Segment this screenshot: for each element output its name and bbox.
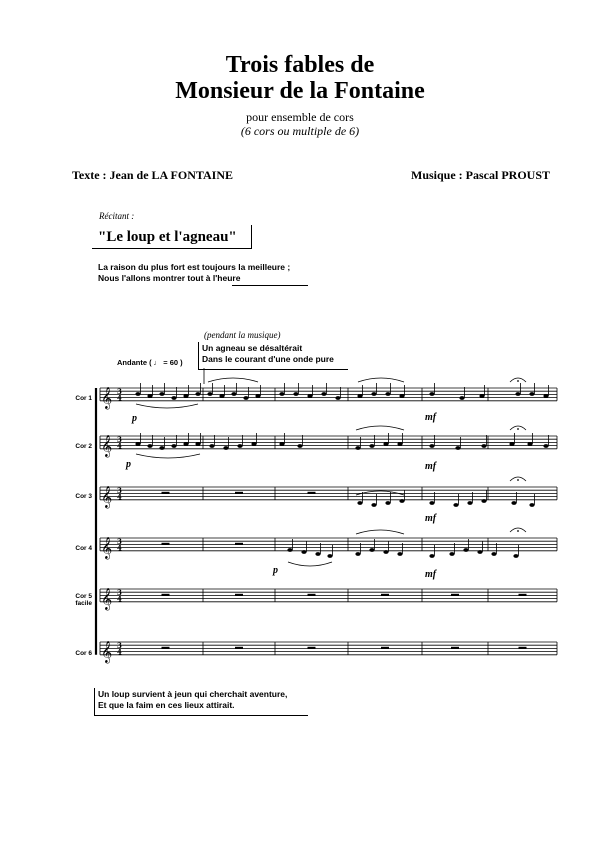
instrument-label-cor5-sub: facile xyxy=(75,600,92,607)
dynamic-mf-cor4: mf xyxy=(425,569,437,580)
whole-rest xyxy=(519,647,527,649)
note-head xyxy=(383,550,388,554)
note-head xyxy=(207,392,212,396)
note-head xyxy=(147,394,152,398)
note-head xyxy=(209,444,214,448)
title-line-1: Trois fables de xyxy=(225,52,375,78)
moral-line-2: Nous l'allons montrer tout à l'heure xyxy=(98,273,241,283)
note-head xyxy=(147,444,152,448)
whole-rest xyxy=(451,647,459,649)
time-signature: 4 xyxy=(117,543,122,553)
note-head xyxy=(357,394,362,398)
note-head xyxy=(195,392,200,396)
time-signature: 4 xyxy=(117,393,122,403)
slur xyxy=(136,454,200,458)
note-head xyxy=(463,548,468,552)
instrument-label-cor3: Cor 3 xyxy=(75,493,92,500)
instrument-label-cor1: Cor 1 xyxy=(75,395,92,402)
title-line-2: Monsieur de la Fontaine xyxy=(175,78,425,104)
note-head xyxy=(397,552,402,556)
narrator-label: Récitant : xyxy=(99,211,135,221)
note-head xyxy=(255,394,260,398)
note-head xyxy=(429,392,434,396)
note-head xyxy=(383,442,388,446)
note-head xyxy=(183,394,188,398)
fable-title: "Le loup et l'agneau" xyxy=(92,225,252,249)
time-signature: 4 xyxy=(117,492,122,502)
whole-rest xyxy=(162,492,170,494)
note-head xyxy=(455,446,460,450)
subtitle: pour ensemble de cors xyxy=(246,110,354,124)
whole-rest xyxy=(519,594,527,596)
note-head xyxy=(481,499,486,503)
note-head xyxy=(171,444,176,448)
whole-rest xyxy=(235,647,243,649)
narration-2-line-2: Et que la faim en ces lieux attirait. xyxy=(98,700,235,710)
note-head xyxy=(509,442,514,446)
fermata-dot xyxy=(517,380,519,382)
treble-clef: 𝄞 xyxy=(101,485,113,508)
subtitle-note: (6 cors ou multiple de 6) xyxy=(240,124,360,138)
note-head xyxy=(385,501,390,505)
note-head xyxy=(513,554,518,558)
note-head xyxy=(307,394,312,398)
note-head xyxy=(529,392,534,396)
note-head xyxy=(355,446,360,450)
slur xyxy=(136,404,198,408)
note-head xyxy=(385,392,390,396)
note-head xyxy=(511,501,516,505)
dynamic-p-cor4: p xyxy=(273,565,278,576)
note-head xyxy=(321,392,326,396)
note-head xyxy=(231,392,236,396)
treble-clef: 𝄞 xyxy=(101,536,113,559)
note-head xyxy=(467,501,472,505)
note-head xyxy=(195,442,200,446)
note-head xyxy=(369,548,374,552)
slur xyxy=(356,426,404,430)
time-signature: 3 xyxy=(117,641,122,650)
time-signature: 3 xyxy=(117,588,122,597)
note-head xyxy=(243,396,248,400)
note-head xyxy=(315,552,320,556)
note-head xyxy=(481,444,486,448)
fermata-dot xyxy=(517,530,519,532)
note-head xyxy=(429,554,434,558)
whole-rest xyxy=(381,594,389,596)
instrument-label-cor2: Cor 2 xyxy=(75,443,92,450)
note-head xyxy=(371,503,376,507)
note-head xyxy=(515,392,520,396)
whole-rest xyxy=(162,647,170,649)
note-head xyxy=(237,444,242,448)
narration-2-line-1: Un loup survient à jeun qui cherchait aventure, xyxy=(98,689,288,699)
note-head xyxy=(453,503,458,507)
note-head xyxy=(543,394,548,398)
slur xyxy=(358,378,404,382)
slur xyxy=(208,378,258,382)
note-head xyxy=(279,392,284,396)
moral-line-1: La raison du plus fort est toujours la meilleure ; xyxy=(98,262,291,272)
whole-rest xyxy=(235,594,243,596)
time-signature: 4 xyxy=(117,594,122,604)
dynamic-mf-cor1: mf xyxy=(425,412,437,423)
lyricist-credit: Texte : Jean de LA FONTAINE xyxy=(72,168,234,182)
treble-clef: 𝄞 xyxy=(101,434,113,457)
instrument-label-cor6: Cor 6 xyxy=(75,650,92,657)
instrument-label-cor4: Cor 4 xyxy=(75,545,92,552)
tempo-marking: Andante ( ♩ = 60 ) xyxy=(117,358,183,367)
note-head xyxy=(223,446,228,450)
note-head xyxy=(279,442,284,446)
slur xyxy=(356,530,404,534)
time-signature: 3 xyxy=(117,537,122,546)
time-signature: 3 xyxy=(117,435,122,444)
note-head xyxy=(357,501,362,505)
note-head xyxy=(369,444,374,448)
note-head xyxy=(371,392,376,396)
treble-clef: 𝄞 xyxy=(101,640,113,663)
whole-rest xyxy=(162,594,170,596)
note-head xyxy=(399,394,404,398)
time-signature: 3 xyxy=(117,387,122,396)
whole-rest xyxy=(308,492,316,494)
whole-rest xyxy=(308,594,316,596)
note-head xyxy=(399,499,404,503)
note-head xyxy=(219,394,224,398)
narration-1-line-1: Un agneau se désaltérait xyxy=(202,343,303,353)
whole-rest xyxy=(308,647,316,649)
whole-rest xyxy=(235,492,243,494)
note-head xyxy=(135,392,140,396)
composer-credit: Musique : Pascal PROUST xyxy=(411,168,551,182)
slur xyxy=(288,562,332,566)
treble-clef: 𝄞 xyxy=(101,386,113,409)
note-head xyxy=(171,396,176,400)
note-head xyxy=(491,552,496,556)
note-head xyxy=(297,444,302,448)
note-head xyxy=(159,446,164,450)
time-signature: 3 xyxy=(117,486,122,495)
fermata-dot xyxy=(517,428,519,430)
note-head xyxy=(459,396,464,400)
time-signature: 4 xyxy=(117,441,122,451)
note-head xyxy=(543,444,548,448)
note-head xyxy=(479,394,484,398)
note-head xyxy=(287,548,292,552)
fermata-dot xyxy=(517,479,519,481)
note-head xyxy=(251,442,256,446)
instrument-label-cor5-name: Cor 5 xyxy=(75,593,92,600)
whole-rest xyxy=(162,543,170,545)
during-music-label: (pendant la musique) xyxy=(204,330,281,340)
note-head xyxy=(527,442,532,446)
note-head xyxy=(159,392,164,396)
dynamic-p-cor1: p xyxy=(132,413,137,424)
note-head xyxy=(301,550,306,554)
note-head xyxy=(335,396,340,400)
note-head xyxy=(449,552,454,556)
note-head xyxy=(293,392,298,396)
note-head xyxy=(183,442,188,446)
treble-clef: 𝄞 xyxy=(101,587,113,610)
note-head xyxy=(135,442,140,446)
note-head xyxy=(429,444,434,448)
note-head xyxy=(355,552,360,556)
note-head xyxy=(529,503,534,507)
whole-rest xyxy=(381,647,389,649)
dynamic-mf-cor3: mf xyxy=(425,513,437,524)
narration-1-line-2: Dans le courant d'une onde pure xyxy=(202,354,334,364)
dynamic-mf-cor2: mf xyxy=(425,461,437,472)
time-signature: 4 xyxy=(117,647,122,657)
whole-rest xyxy=(235,543,243,545)
note-head xyxy=(397,442,402,446)
note-head xyxy=(327,554,332,558)
whole-rest xyxy=(451,594,459,596)
dynamic-p-cor2: p xyxy=(126,459,131,470)
note-head xyxy=(429,501,434,505)
narration-box-2 xyxy=(94,688,308,716)
note-head xyxy=(477,550,482,554)
